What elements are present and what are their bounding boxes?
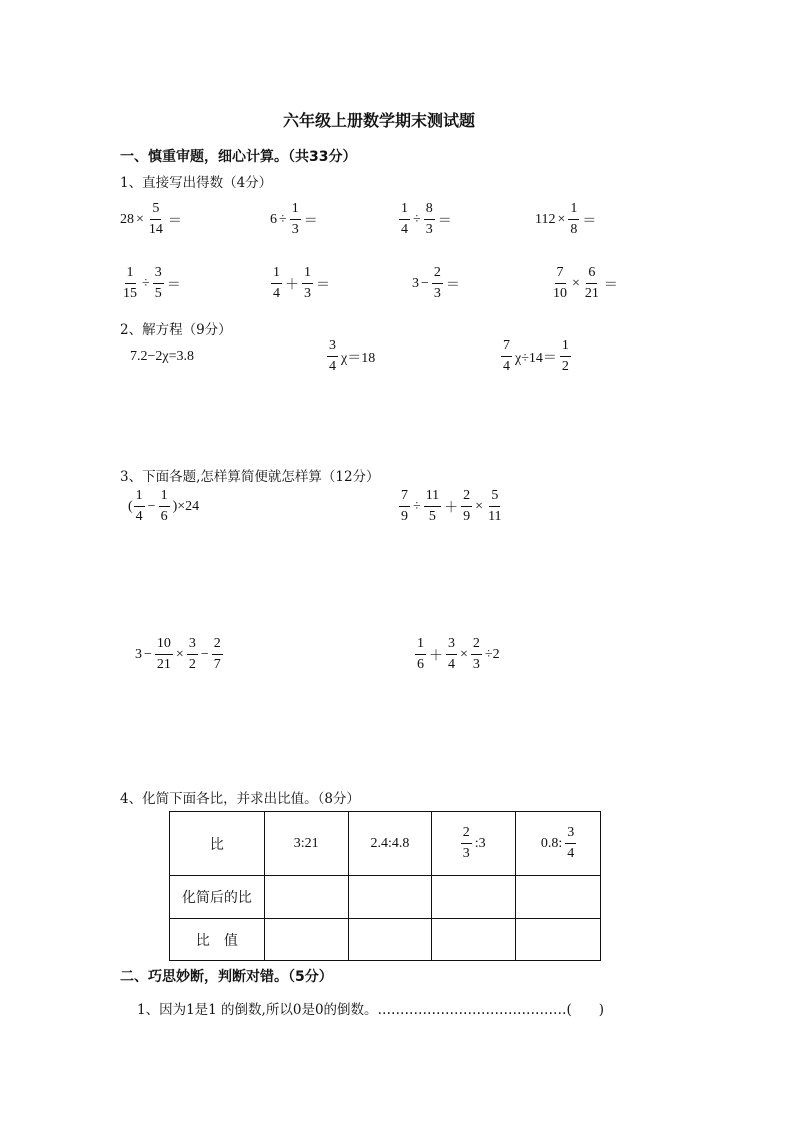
answer-cell[interactable] xyxy=(432,919,516,961)
q1-item-3: $\frac{1}{4}$ ÷ $\frac{8}{3}$ ＝ xyxy=(401,201,452,237)
q2-eq-3: $\frac{7}{4}$ χ÷14＝ $\frac{1}{2}$ xyxy=(503,338,569,374)
q1-item-4: 112 × $\frac{1}{8}$ ＝ xyxy=(535,201,597,237)
q3-item-1: ( $\frac{1}{4}$ − $\frac{1}{6}$ )×24 xyxy=(128,488,200,524)
q1-item-6: $\frac{1}{4}$ ＋ $\frac{1}{3}$ ＝ xyxy=(273,265,330,301)
q3-label: 3、下面各题,怎样算简便就怎样算（12分） xyxy=(120,469,380,485)
q1-item-7: 3 − $\frac{2}{3}$ ＝ xyxy=(412,265,460,301)
q2-label: 2、解方程（9分） xyxy=(120,322,232,338)
q3-item-3: 3 − $\frac{10}{21}$ × $\frac{3}{2}$ − $\frac{2}{7}$ xyxy=(135,636,221,672)
section2-heading: 二、巧思妙断，判断对错。（5分） xyxy=(120,969,333,985)
ratio-cell-4: 0.8: $\frac{3}{4}$ xyxy=(516,812,601,876)
row-header-ratio: 比 xyxy=(170,812,265,876)
section1-heading: 一、慎重审题，细心计算。（共33分） xyxy=(120,149,357,165)
answer-cell[interactable] xyxy=(516,919,601,961)
q1-item-8: $\frac{7}{10}$ × $\frac{6}{21}$ ＝ xyxy=(553,265,618,301)
table-row xyxy=(170,919,601,961)
answer-cell[interactable] xyxy=(348,876,432,919)
q3-item-4: $\frac{1}{6}$ ＋ $\frac{3}{4}$ × $\frac{2}{3}$ ÷2 xyxy=(417,636,500,672)
q1-item-2: 6 ÷ $\frac{1}{3}$ ＝ xyxy=(270,201,318,237)
judge-q1: 1、因为1是1 的倒数,所以0是0的倒数。……………………………………( ) xyxy=(137,1002,605,1018)
q1-item-5: $\frac{1}{15}$ ÷ $\frac{3}{5}$ ＝ xyxy=(123,265,181,301)
table-row xyxy=(170,876,601,919)
q1-label: 1、直接写出得数（4分） xyxy=(120,175,273,191)
table-row xyxy=(170,812,601,876)
row-header-simplified: 化简后的比 xyxy=(170,876,265,919)
q2-eq-2: $\frac{3}{4}$ χ＝18 xyxy=(329,338,376,374)
answer-cell[interactable] xyxy=(264,876,348,919)
ratio-table xyxy=(169,811,601,961)
q1-item-1: 28 × $\frac{5}{14}$ ＝ xyxy=(120,201,182,237)
answer-cell[interactable] xyxy=(432,876,516,919)
ratio-cell-3: $\frac{2}{3}$ :3 xyxy=(432,812,516,876)
q3-item-2: $\frac{7}{9}$ ÷ $\frac{11}{5}$ ＋ $\frac{2}{9}$ × $\frac{5}{11}$ xyxy=(401,488,502,524)
answer-cell[interactable] xyxy=(264,919,348,961)
answer-cell[interactable] xyxy=(348,919,432,961)
q4-label: 4、化简下面各比，并求出比值。（8分） xyxy=(120,791,360,807)
row-header-value: 比 值 xyxy=(170,919,265,961)
answer-cell[interactable] xyxy=(516,876,601,919)
ratio-cell-1: 3:21 xyxy=(264,812,348,876)
ratio-cell-2: 2.4:4.8 xyxy=(348,812,432,876)
page-title: 六年级上册数学期末测试题 xyxy=(283,111,476,130)
q2-eq-1: 7.2−2χ=3.8 xyxy=(130,349,195,364)
